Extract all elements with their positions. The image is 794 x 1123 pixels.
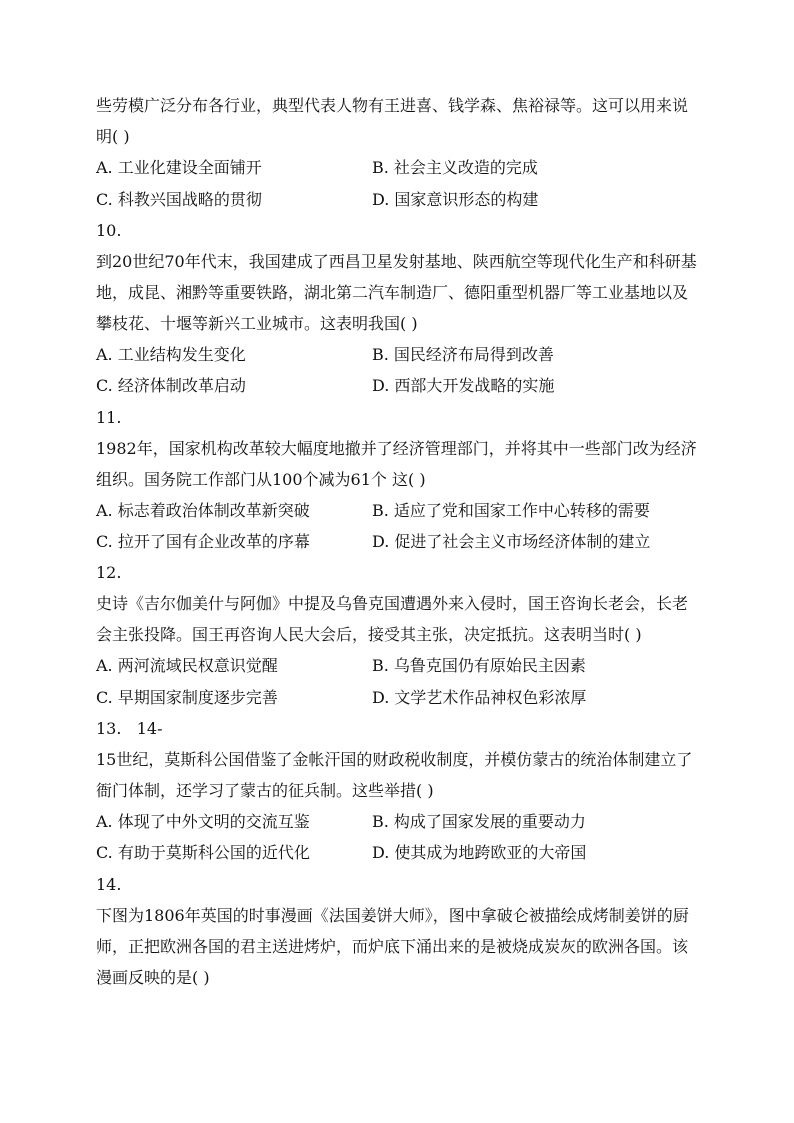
q13-number: 13. 14- — [96, 719, 163, 738]
q13-stem-line-2: 衙门体制，还学习了蒙古的征兵制。这些举措( ) — [96, 781, 434, 800]
q10-stem-line-1: 到20世纪70年代末，我国建成了西昌卫星发射基地、陕西航空等现代化生产和科研基 — [96, 252, 697, 271]
q9-option-b: B. 社会主义改造的完成 — [372, 158, 538, 177]
q10-option-d: D. 西部大开发战略的实施 — [372, 376, 555, 395]
q14-stem-line-1: 下图为1806年英国的时事漫画《法国姜饼大师》，图中拿破仑被描绘成烤制姜饼的厨 — [96, 906, 689, 925]
q13-stem-line-1: 15世纪，莫斯科公国借鉴了金帐汗国的财政税收制度，并模仿蒙古的统治体制建立了 — [96, 750, 693, 769]
q11-option-c: C. 拉开了国有企业改革的序幕 — [96, 532, 310, 551]
q13-option-b: B. 构成了国家发展的重要动力 — [372, 812, 586, 831]
q12-stem-line-1: 史诗《吉尔伽美什与阿伽》中提及乌鲁克国遭遇外来入侵时，国王咨询长老会，长老 — [96, 594, 689, 613]
q9-option-c: C. 科教兴国战略的贯彻 — [96, 190, 262, 209]
q12-option-d: D. 文学艺术作品神权色彩浓厚 — [372, 688, 587, 707]
q11-stem-line-1: 1982年，国家机构改革较大幅度地撤并了经济管理部门，并将其中一些部门改为经济 — [96, 439, 697, 458]
q9-option-d: D. 国家意识形态的构建 — [372, 190, 539, 209]
q10-option-c: C. 经济体制改革启动 — [96, 376, 246, 395]
q14-stem-line-3: 漫画反映的是( ) — [96, 968, 210, 987]
q13-option-d: D. 使其成为地跨欧亚的大帝国 — [372, 843, 587, 862]
q10-option-a: A. 工业结构发生变化 — [96, 345, 246, 364]
q12-number: 12. — [96, 563, 122, 582]
q12-stem-line-2: 会主张投降。国王再咨询人民大会后，接受其主张，决定抵抗。这表明当时( ) — [96, 625, 642, 644]
q9-stem-line-2: 明( ) — [96, 127, 130, 146]
q11-option-a: A. 标志着政治体制改革新突破 — [96, 501, 310, 520]
q11-number: 11. — [96, 408, 122, 427]
q10-stem-line-3: 攀枝花、十堰等新兴工业城市。这表明我国( ) — [96, 314, 418, 333]
q11-stem-line-2: 组织。国务院工作部门从100个减为61个 这( ) — [96, 470, 426, 489]
q14-stem-line-2: 师，正把欧洲各国的君主送进烤炉，而炉底下涌出来的是被烧成炭灰的欧洲各国。该 — [96, 937, 689, 956]
q9-option-a: A. 工业化建设全面铺开 — [96, 158, 262, 177]
q11-option-b: B. 适应了党和国家工作中心转移的需要 — [372, 501, 650, 520]
q11-option-d: D. 促进了社会主义市场经济体制的建立 — [372, 532, 651, 551]
q12-option-b: B. 乌鲁克国仍有原始民主因素 — [372, 656, 586, 675]
q14-number: 14. — [96, 875, 122, 894]
q9-stem-line-1: 些劳模广泛分布各行业，典型代表人物有王进喜、钱学森、焦裕禄等。这可以用来说 — [96, 96, 689, 115]
q12-option-c: C. 早期国家制度逐步完善 — [96, 688, 278, 707]
q12-option-a: A. 两河流域民权意识觉醒 — [96, 656, 278, 675]
q10-option-b: B. 国民经济布局得到改善 — [372, 345, 554, 364]
q13-option-a: A. 体现了中外文明的交流互鉴 — [96, 812, 310, 831]
q10-number: 10. — [96, 221, 122, 240]
q10-stem-line-2: 地，成昆、湘黔等重要铁路，湖北第二汽车制造厂、德阳重型机器厂等工业基地以及 — [96, 283, 689, 302]
q13-option-c: C. 有助于莫斯科公国的近代化 — [96, 843, 310, 862]
